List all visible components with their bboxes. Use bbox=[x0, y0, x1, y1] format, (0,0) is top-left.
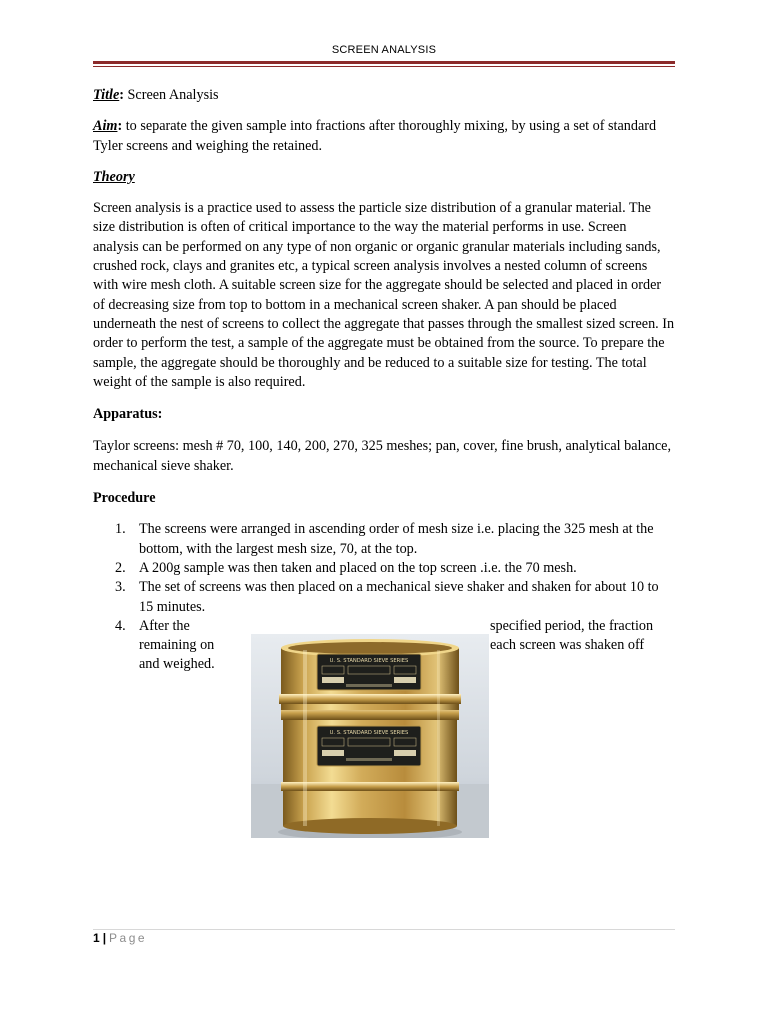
photo-label-text: U. S. STANDARD SIEVE SERIES bbox=[329, 658, 409, 664]
title-text: Screen Analysis bbox=[124, 87, 219, 103]
title-colon: : bbox=[119, 87, 124, 103]
procedure-heading: Procedure bbox=[93, 490, 156, 507]
photo-label-text: U. S. STANDARD SIEVE SERIES bbox=[329, 730, 409, 736]
step-number: 1. bbox=[115, 521, 126, 538]
list-item bbox=[93, 520, 675, 559]
page-footer bbox=[93, 931, 147, 945]
apparatus-heading: Apparatus: bbox=[93, 406, 163, 423]
theory-heading-line bbox=[93, 168, 675, 187]
header-rule-thick bbox=[93, 61, 675, 64]
title-line bbox=[93, 86, 675, 105]
running-header: SCREEN ANALYSIS bbox=[331, 44, 437, 56]
page-label: Page bbox=[109, 931, 148, 945]
step-text-left: and weighed. bbox=[139, 655, 215, 672]
step-number: 4. bbox=[115, 617, 126, 634]
theory-paragraph: Screen analysis is a practice used to assess the particle size distribution of a granular material. The size distribution is often of critical importance to the way the material performs in use. Screen analysis can be performed on any type of non organic or organic granular materials including sands, crushed rock, clays and granites etc, a typical screen analysis involves a nested column of screens with wire mesh cloth. A suitable screen size for the aggregate should be selected and placed in order of decreasing size from top to bottom in a mechanical screen shaker. A pan should be placed underneath the nest of screens to collect the aggregate that passes through the smallest sized screen. In order to perform the test, a sample of the aggregate must be obtained from the source. To prepare the sample, the aggregate should be thoroughly and be reduced to a suitable size for testing. The total weight of the sample is also required. bbox=[93, 200, 675, 390]
apparatus-paragraph: Taylor screens: mesh # 70, 100, 140, 200, 270, 325 meshes; pan, cover, fine brush, analytical balance, mechanical sieve shaker. bbox=[93, 438, 672, 474]
step-text: The set of screens was then placed on a mechanical sieve shaker and shaken for about 10 to 15 minutes. bbox=[139, 579, 659, 615]
document-body bbox=[93, 86, 675, 677]
step-text-left: remaining on bbox=[139, 636, 215, 653]
aim-label: Aim bbox=[93, 118, 118, 135]
step-number: 3. bbox=[115, 579, 126, 596]
step-text-left: After the bbox=[139, 617, 190, 634]
footer-separator: | bbox=[102, 931, 107, 945]
step-number: 2. bbox=[115, 559, 126, 576]
sieve-stack-photo bbox=[251, 634, 489, 838]
page-number: 1 bbox=[93, 931, 100, 945]
procedure-heading-line bbox=[93, 489, 675, 508]
list-item bbox=[93, 578, 675, 617]
header-rule-thin bbox=[93, 66, 675, 67]
title-label: Title bbox=[93, 87, 120, 103]
step-text-right: specified period, the fraction bbox=[490, 617, 654, 634]
theory-heading: Theory bbox=[93, 168, 135, 185]
aim-text: to separate the given sample into fractions after thoroughly mixing, by using a set of standard Tyler screens and weighing the retained. bbox=[93, 118, 657, 154]
aim-paragraph bbox=[93, 117, 675, 156]
apparatus-heading-line bbox=[93, 405, 675, 424]
footer-rule bbox=[93, 929, 675, 930]
step-text-right: each screen was shaken off bbox=[490, 636, 645, 653]
list-item bbox=[93, 559, 675, 578]
step-text: The screens were arranged in ascending order of mesh size i.e. placing the 325 mesh at the bottom, with the largest mesh size, 70, at the top. bbox=[139, 521, 654, 557]
step-text: A 200g sample was then taken and placed on the top screen .i.e. the 70 mesh. bbox=[139, 559, 577, 576]
aim-colon: : bbox=[117, 118, 123, 135]
